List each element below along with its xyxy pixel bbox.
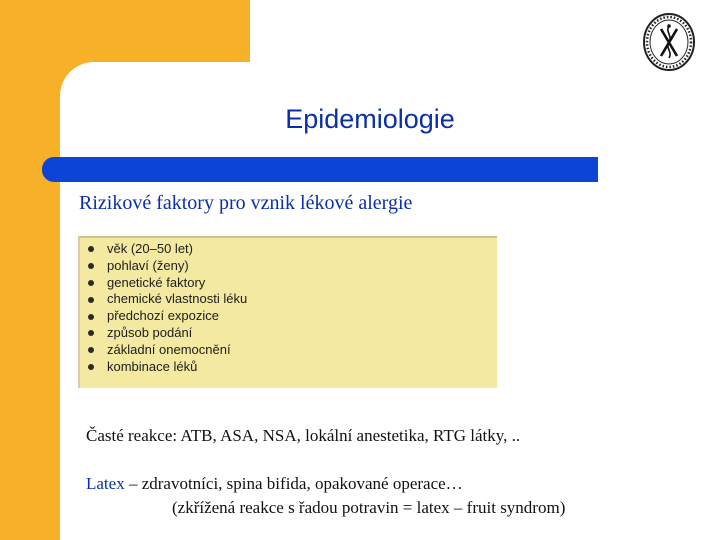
- blue-title-bar: [42, 157, 598, 182]
- bullet-icon: [88, 330, 94, 336]
- bullet-icon: [88, 314, 94, 320]
- list-item-label: způsob podání: [107, 324, 193, 340]
- list-item-label: genetické faktory: [107, 274, 206, 290]
- list-item: [88, 325, 497, 342]
- bullet-icon: [88, 297, 94, 303]
- list-item: [88, 258, 497, 275]
- list-item-label: předchozí expozice: [107, 308, 220, 324]
- bullet-icon: [88, 246, 94, 252]
- latex-description: – zdravotníci, spina bifida, opakované operace…: [124, 474, 463, 493]
- risk-factor-box: [78, 236, 497, 388]
- bullet-icon: [88, 364, 94, 370]
- list-item: [88, 291, 497, 308]
- bullet-icon: [88, 263, 94, 269]
- list-item: [88, 342, 497, 359]
- list-item-label: základní onemocnění: [107, 341, 231, 357]
- list-item: [88, 359, 497, 376]
- cross-reaction-text: (zkřížená reakce s řadou potravin = latex – fruit syndrom): [172, 498, 566, 517]
- slide-title: Epidemiologie: [285, 104, 455, 134]
- university-seal-icon: [642, 12, 696, 72]
- bullet-icon: [88, 280, 94, 286]
- list-item: [88, 308, 497, 325]
- list-item-label: chemické vlastnosti léku: [107, 291, 248, 307]
- common-reactions-text: Časté reakce: ATB, ASA, NSA, lokální anestetika, RTG látky, ..: [86, 426, 521, 445]
- slide-subtitle: Rizikové faktory pro vznik lékové alergie: [79, 192, 413, 214]
- list-item-label: věk (20–50 let): [107, 241, 193, 256]
- list-item: [88, 275, 497, 292]
- latex-label: Latex: [86, 474, 125, 493]
- latex-line: [86, 474, 463, 494]
- list-item-label: kombinace léků: [107, 358, 198, 374]
- list-item-label: pohlaví (ženy): [107, 257, 189, 273]
- bullet-icon: [88, 347, 94, 353]
- list-item: [88, 241, 497, 258]
- risk-factor-list: [80, 238, 497, 375]
